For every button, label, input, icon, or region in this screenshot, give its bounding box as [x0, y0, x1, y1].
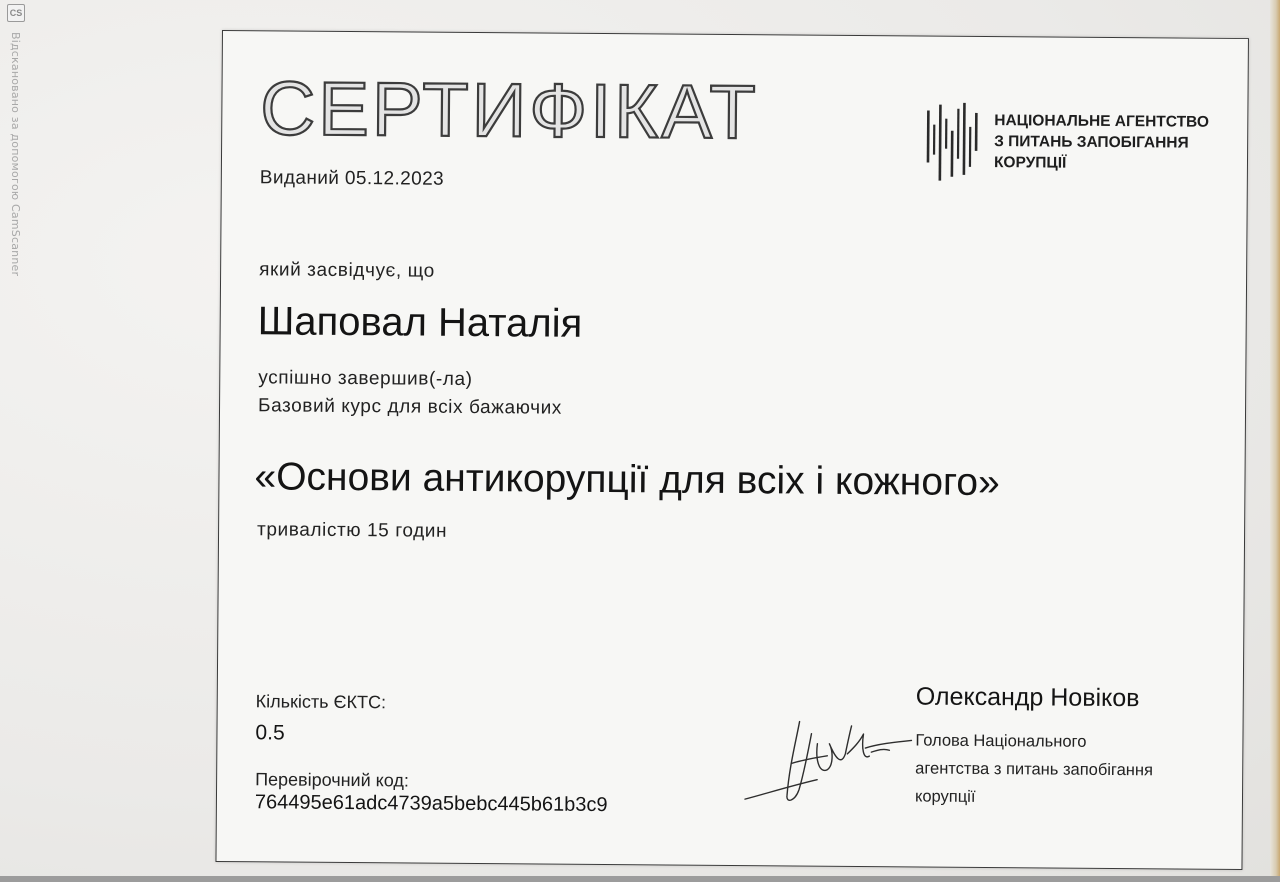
signer-role-line3: корупції: [914, 787, 976, 806]
course-name: «Основи антикорупції для всіх і кожного»: [254, 455, 1000, 505]
issue-date: Виданий 05.12.2023: [259, 167, 445, 190]
signer-name: Олександр Новіков: [915, 682, 1140, 713]
verification-code-value: 764495e61adc4739a5bebc445b61b3c9: [254, 791, 608, 817]
certifies-text: який засвідчує, що: [259, 259, 435, 282]
scan-edge-bottom: [0, 876, 1280, 882]
handwritten-signature-icon: [737, 703, 918, 814]
scan-edge-right: [1270, 0, 1280, 882]
camscanner-logo-icon: CS: [7, 4, 25, 22]
organization-header: [924, 101, 1245, 194]
ects-value: 0.5: [255, 721, 285, 745]
camscanner-watermark: [7, 4, 27, 304]
organization-name-line1: НАЦІОНАЛЬНЕ АГЕНТСТВО: [994, 112, 1209, 131]
organization-name-line2: З ПИТАНЬ ЗАПОБІГАННЯ: [994, 133, 1189, 152]
organization-name-line3: КОРУПЦІЇ: [993, 154, 1067, 172]
camscanner-watermark-text: Відскановано за допомогою CamScanner: [9, 32, 22, 277]
certificate-title: СЕРТИФІКАТ: [260, 66, 759, 156]
signer-role-line1: Голова Національного: [915, 731, 1087, 751]
ects-label: Кількість ЄКТС:: [255, 691, 387, 713]
organization-name: [994, 110, 1209, 175]
signer-role: [915, 726, 1153, 812]
completed-text: успішно завершив(-ла): [258, 367, 473, 390]
verification-code-label: Перевірочний код:: [255, 769, 409, 791]
recipient-name: Шаповал Наталія: [257, 299, 583, 346]
course-duration: тривалістю 15 годин: [256, 519, 448, 542]
certificate-sheet: [215, 30, 1249, 870]
course-type: Базовий курс для всіх бажаючих: [257, 395, 563, 419]
nazk-vertical-bars-logo-icon: [924, 101, 985, 185]
signer-role-line2: агентства з питань запобігання: [915, 759, 1154, 780]
